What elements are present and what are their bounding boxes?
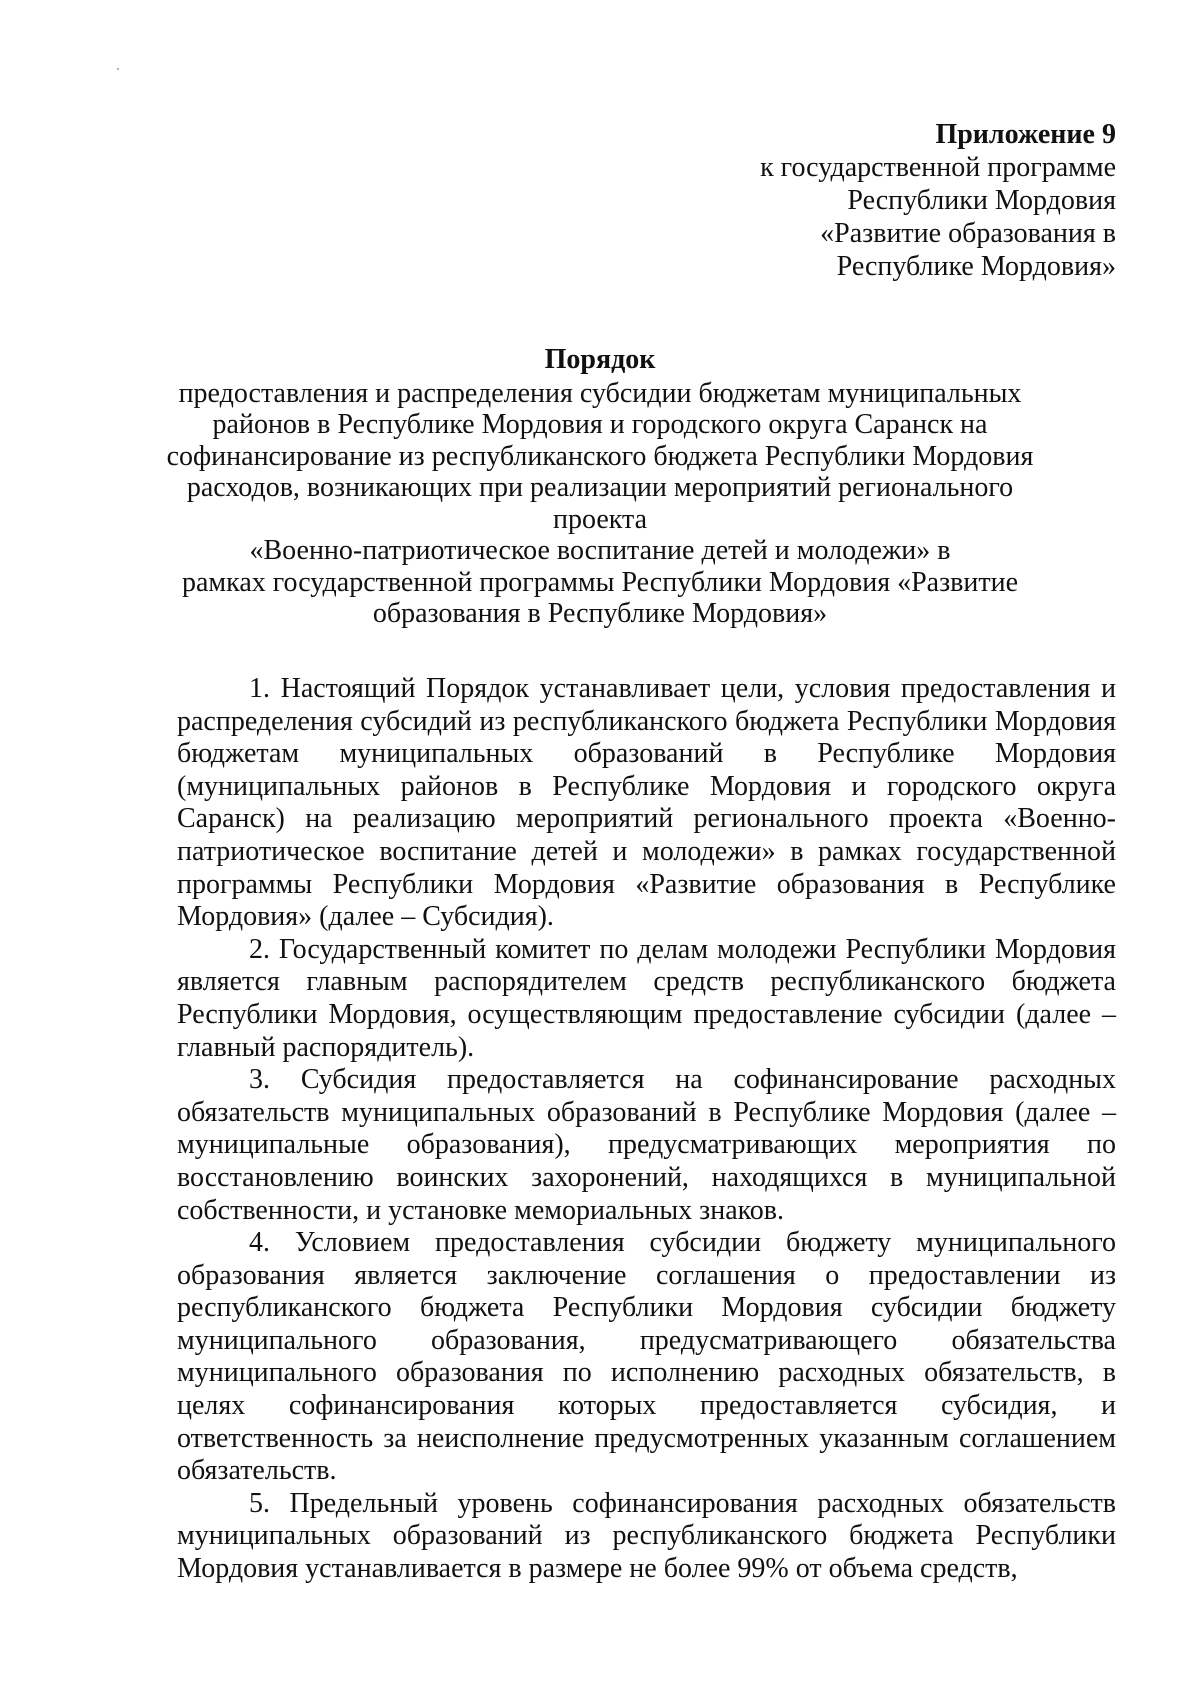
- paragraph-3: 3. Субсидия предоставляется на софинансирование расходных обязательств муниципальных образований в Республике Мордовия (далее – муниципальные образования), предусматривающих мероприятия по восстановлению воинских захоронений, находящихся в муниципальной собственности, и установке мемориальных знаков.: [177, 1064, 1116, 1226]
- subtitle-line: расходов, возникающих при реализации мероприятий регионального проекта: [186, 472, 1014, 535]
- subtitle-line: рамках государственной программы Республики Мордовия «Развитие: [182, 566, 1018, 598]
- paragraph-2: 2. Государственный комитет по делам молодежи Республики Мордовия является главным распорядителем средств республиканского бюджета Республики Мордовия, осуществляющим предоставление субсидии (далее – главный распорядитель).: [177, 933, 1116, 1063]
- subtitle-line: районов в Республике Мордовия и городского округа Саранск на: [212, 409, 988, 440]
- document-title: Порядок: [544, 344, 656, 375]
- scan-speck: [117, 68, 119, 70]
- appendix-line: к государственной программе: [760, 152, 1116, 183]
- paragraph-1: 1. Настоящий Порядок устанавливает цели, условия предоставления и распределения субсидий из республиканского бюджета Республики Мордовия бюджетам муниципальных образований в Республике Мордовия (муниципальных районов в Республике Мордовия и городского округа Саранск) на реализацию мероприятий регионального проекта «Военно-патриотическое воспитание детей и молодежи» в рамках государственной программы Республики Мордовия «Развитие образования в Республике Мордовия» (далее – Субсидия).: [177, 673, 1116, 933]
- subtitle-line: предоставления и распределения субсидии бюджетам муниципальных: [178, 377, 1022, 409]
- paragraph-4: 4. Условием предоставления субсидии бюджету муниципального образования является заключение соглашения о предоставлении из республиканского бюджета Республики Мордовия субсидии бюджету муниципального образования, предусматривающего обязательства муниципального образования по исполнению расходных обязательств, в целях софинансирования которых предоставляется субсидия, и ответственность за неисполнение предусмотренных указанным соглашением обязательств.: [177, 1227, 1116, 1487]
- appendix-line: «Развитие образования в: [820, 218, 1116, 249]
- appendix-heading: Приложение 9: [935, 119, 1116, 150]
- document-title-block: [150, 344, 1050, 630]
- appendix-block: [556, 118, 1116, 283]
- subtitle-line: образования в Республике Мордовия»: [372, 598, 828, 629]
- subtitle-line: «Военно-патриотическое воспитание детей и молодежи» в: [249, 535, 951, 566]
- appendix-line: Республики Мордовия: [847, 185, 1116, 216]
- subtitle-line: софинансирование из республиканского бюджета Республики Мордовия: [166, 440, 1034, 472]
- paragraph-5: 5. Предельный уровень софинансирования расходных обязательств муниципальных образований из республиканского бюджета Республики Мордовия устанавливается в размере не более 99% от объема средств,: [177, 1487, 1116, 1585]
- appendix-line: Республике Мордовия»: [836, 251, 1116, 282]
- document-body: [177, 673, 1116, 1586]
